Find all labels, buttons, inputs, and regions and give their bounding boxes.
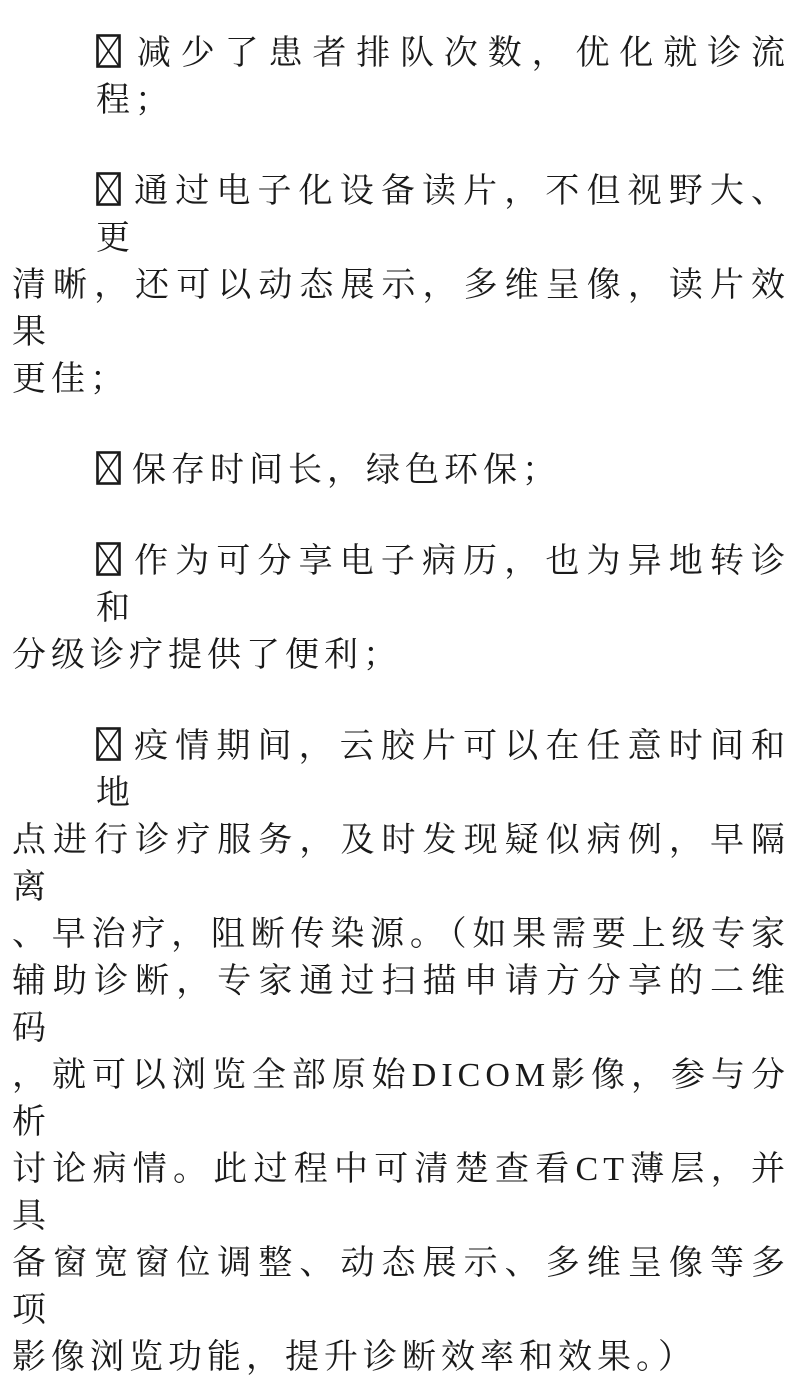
missing-glyph-box-icon bbox=[96, 451, 121, 485]
paragraph-line bbox=[12, 1334, 790, 1381]
line-text: 影像浏览功能，提升诊断效率和效果。） bbox=[12, 1339, 697, 1376]
paragraph-line bbox=[12, 1240, 790, 1334]
line-text: 点进行诊疗服务，及时发现疑似病例，早隔离 bbox=[12, 822, 790, 906]
line-text: 辅助诊断，专家通过扫描申请方分享的二维码 bbox=[12, 963, 790, 1047]
paragraph-line bbox=[12, 911, 790, 958]
bullet-paragraph bbox=[12, 538, 790, 679]
paragraph-line bbox=[12, 168, 790, 262]
line-text: 通过电子化设备读片，不但视野大、更 bbox=[96, 173, 790, 257]
missing-glyph-box-icon bbox=[96, 34, 121, 68]
paragraph-line bbox=[12, 632, 790, 679]
paragraph-line bbox=[12, 1052, 790, 1146]
line-text: 更佳； bbox=[12, 361, 129, 398]
missing-glyph-box-icon bbox=[96, 727, 121, 761]
paragraph-line bbox=[12, 356, 790, 403]
paragraph-line bbox=[12, 1146, 790, 1240]
line-text: 分级诊疗提供了便利； bbox=[12, 637, 402, 674]
missing-glyph-box-icon bbox=[96, 172, 121, 206]
line-text: 讨论病情。此过程中可清楚查看CT薄层，并具 bbox=[12, 1151, 790, 1235]
paragraph-line bbox=[12, 538, 790, 632]
paragraph-line bbox=[12, 447, 790, 494]
paragraph-line bbox=[12, 723, 790, 817]
line-text: 作为可分享电子病历，也为异地转诊和 bbox=[96, 543, 790, 627]
bullet-paragraph bbox=[12, 447, 790, 494]
line-text: 备窗宽窗位调整、动态展示、多维呈像等多项 bbox=[12, 1245, 790, 1329]
line-text: ，就可以浏览全部原始DICOM影像，参与分析 bbox=[12, 1057, 790, 1141]
paragraph-line bbox=[12, 817, 790, 911]
line-text: 、早治疗，阻断传染源。（如果需要上级专家 bbox=[12, 916, 790, 953]
paragraph-line bbox=[12, 262, 790, 356]
line-text: 清晰，还可以动态展示，多维呈像，读片效果 bbox=[12, 267, 790, 351]
line-text: 减少了患者排队次数，优化就诊流程； bbox=[96, 35, 790, 119]
paragraph-line bbox=[12, 958, 790, 1052]
bullet-paragraph bbox=[12, 168, 790, 403]
line-text: 保存时间长，绿色环保； bbox=[132, 452, 561, 489]
bullet-paragraph bbox=[12, 723, 790, 1381]
bullet-paragraph bbox=[12, 30, 790, 124]
paragraph-line bbox=[12, 30, 790, 124]
missing-glyph-box-icon bbox=[96, 542, 121, 576]
line-text: 疫情期间，云胶片可以在任意时间和地 bbox=[96, 728, 790, 812]
